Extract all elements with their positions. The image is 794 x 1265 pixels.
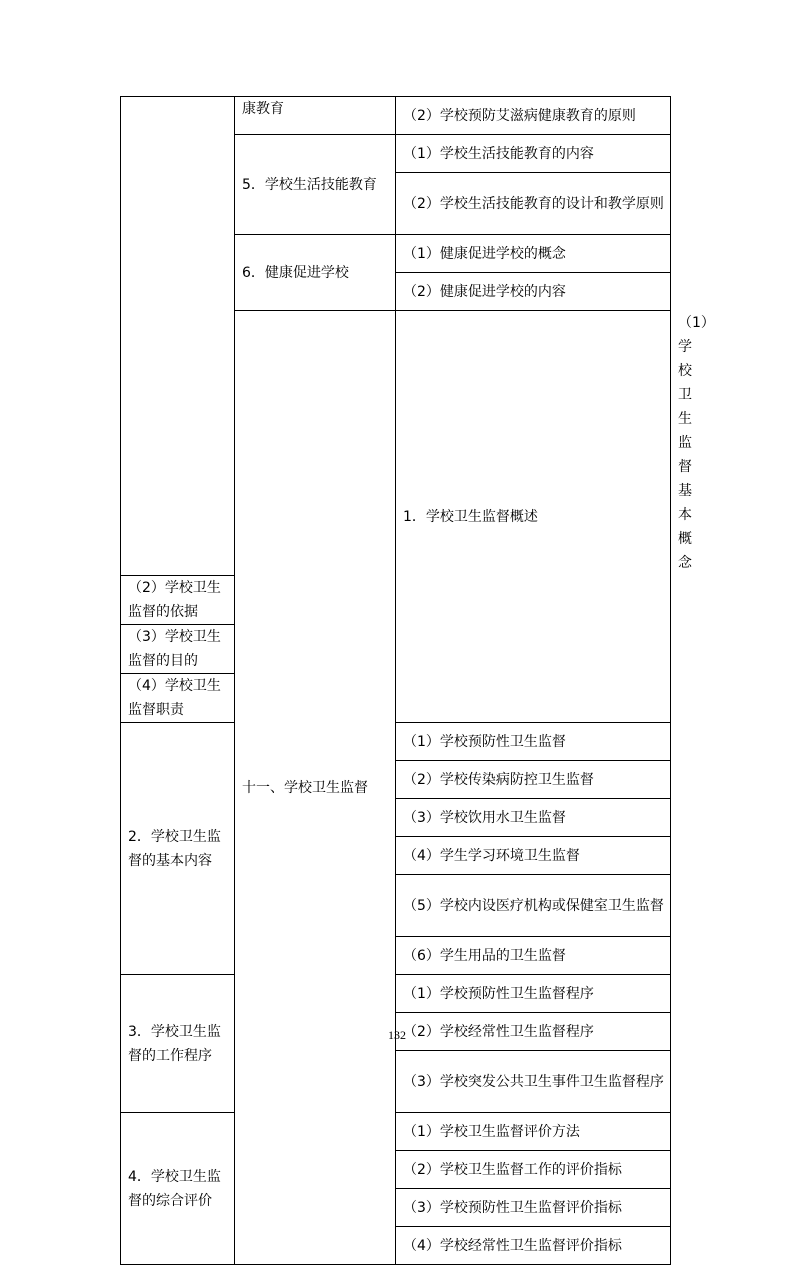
unit-cell: 十一、学校卫生监督 [235, 311, 396, 1265]
item-cell: （3）学校突发公共卫生事件卫生监督程序 [396, 1051, 671, 1113]
topic-cell: 6．健康促进学校 [235, 235, 396, 311]
page-number: 132 [388, 1028, 406, 1042]
item-cell: （1）学校预防性卫生监督 [396, 723, 671, 761]
topic-cell: 3．学校卫生监督的工作程序 [121, 975, 235, 1113]
table-row [121, 975, 671, 1013]
topic-cell: 1．学校卫生监督概述 [396, 311, 671, 723]
topic-cell: 4．学校卫生监督的综合评价 [121, 1113, 235, 1265]
item-cell: （1）学校预防性卫生监督程序 [396, 975, 671, 1013]
table-row [121, 97, 671, 135]
item-cell: （6）学生用品的卫生监督 [396, 937, 671, 975]
item-cell: （2）学校生活技能教育的设计和教学原则 [396, 173, 671, 235]
unit-cell [121, 97, 235, 576]
topic-cell: 2．学校卫生监督的基本内容 [121, 723, 235, 975]
item-cell: （4）学校经常性卫生监督评价指标 [396, 1227, 671, 1265]
item-cell: （5）学校内设医疗机构或保健室卫生监督 [396, 875, 671, 937]
item-cell: （1）学校卫生监督评价方法 [396, 1113, 671, 1151]
syllabus-table-body [121, 97, 715, 1265]
item-cell: （1）健康促进学校的概念 [396, 235, 671, 273]
topic-cell: 5．学校生活技能教育 [235, 135, 396, 235]
table-row: 十一、学校卫生监督 1．学校卫生监督概述 （1）学校卫生监督基本概念 [121, 311, 671, 576]
item-cell: （3）学校卫生监督的目的 [121, 625, 235, 674]
syllabus-table [120, 96, 715, 1265]
item-cell: （2）学校卫生监督工作的评价指标 [396, 1151, 671, 1189]
item-cell: （3）学校饮用水卫生监督 [396, 799, 671, 837]
item-cell: （4）学校卫生监督职责 [121, 674, 235, 723]
table-row [121, 723, 671, 761]
table-row [121, 1113, 671, 1151]
item-cell: （3）学校预防性卫生监督评价指标 [396, 1189, 671, 1227]
item-cell: （2）学校卫生监督的依据 [121, 576, 235, 625]
item-cell: （2）学校传染病防控卫生监督 [396, 761, 671, 799]
item-cell: （1）学校生活技能教育的内容 [396, 135, 671, 173]
item-cell: （4）学生学习环境卫生监督 [396, 837, 671, 875]
item-cell: （2）学校经常性卫生监督程序 [396, 1013, 671, 1051]
topic-cell: 康教育 [235, 97, 396, 135]
item-cell: （2）健康促进学校的内容 [396, 273, 671, 311]
item-cell: （2）学校预防艾滋病健康教育的原则 [396, 97, 671, 135]
